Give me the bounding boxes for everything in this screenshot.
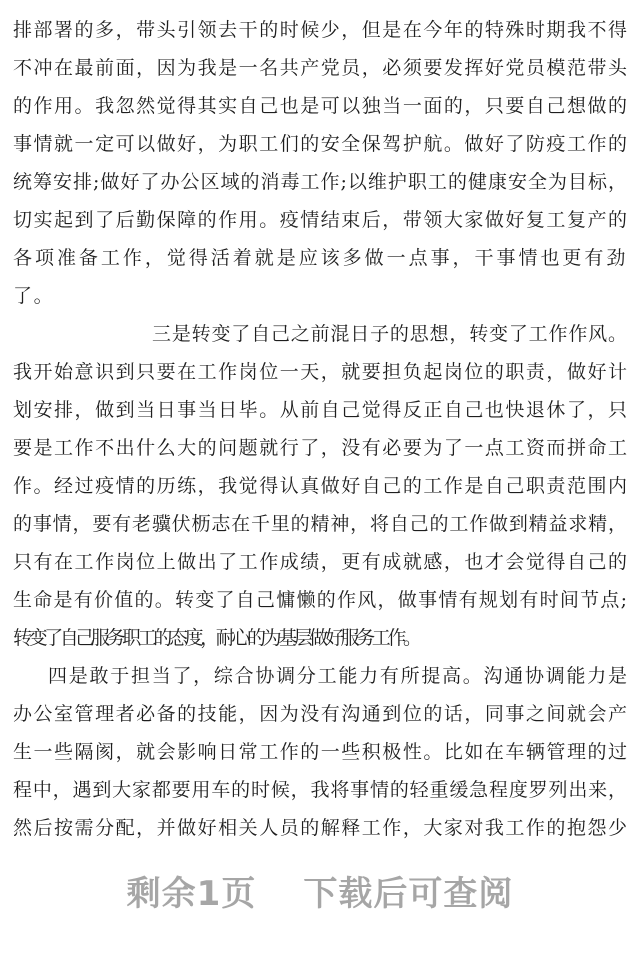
text-line: 切实起到了后勤保障的作用。疫情结束后，带领大家做好复工复产的 — [13, 209, 627, 231]
remaining-pages-notice — [0, 874, 640, 914]
text-line: 的作用。我忽然觉得其实自己也是可以独当一面的，只要自己想做的 — [13, 95, 627, 117]
text-line: 生一些隔阂，就会影响日常工作的一些积极性。比如在车辆管理的过 — [13, 741, 627, 763]
text-line: 转变了自己服务职工的态度，耐心的为基层做好服务工作。 — [13, 627, 419, 649]
remaining-pages-label: 剩余1页 — [126, 874, 257, 914]
text-line: 各项准备工作，觉得活着就是应该多做一点事，干事情也更有劲了。 — [13, 247, 627, 307]
text-line: 四是敢于担当了，综合协调分工能力有所提高。沟通协调能力是 — [48, 665, 627, 687]
text-line: 然后按需分配，并做好相关人员的解释工作，大家对我工作的抱怨少 — [13, 817, 627, 839]
text-line: 三是转变了自己之前混日子的思想，转变了工作作风。 — [152, 323, 627, 345]
text-line: 程中，遇到大家都要用车的时候，我将事情的轻重缓急程度罗列出来， — [13, 779, 627, 801]
text-line: 的事情，要有老骥伏枥志在千里的精神，将自己的工作做到精益求精， — [13, 513, 627, 535]
text-line: 要是工作不出什么大的问题就行了，没有必要为了一点工资而拼命工 — [13, 437, 627, 459]
text-line: 统筹安排;做好了办公区域的消毒工作;以维护职工的健康安全为目标， — [13, 171, 627, 193]
text-line: 划安排，做到当日事当日毕。从前自己觉得反正自己也快退休了，只 — [13, 399, 627, 421]
text-line: 办公室管理者必备的技能，因为没有沟通到位的话，同事之间就会产 — [13, 703, 627, 725]
text-line: 生命是有价值的。转变了自己慵懒的作风，做事情有规划有时间节点; — [13, 589, 627, 611]
text-line: 作。经过疫情的历练，我觉得认真做好自己的工作是自己职责范围内 — [13, 475, 627, 497]
text-line: 事情就一定可以做好，为职工们的安全保驾护航。做好了防疫工作的 — [13, 133, 627, 155]
text-line: 只有在工作岗位上做出了工作成绩，更有成就感，也才会觉得自己的 — [13, 551, 627, 573]
text-line: 排部署的多，带头引领去干的时候少，但是在今年的特殊时期我不得 — [13, 19, 627, 41]
text-line: 不冲在最前面，因为我是一名共产党员，必须要发挥好党员模范带头 — [13, 57, 627, 79]
document-text — [13, 11, 627, 847]
text-line: 我开始意识到只要在工作岗位一天，就要担负起岗位的职责，做好计 — [13, 361, 627, 383]
download-hint-label: 下载后可查阅 — [303, 874, 514, 914]
